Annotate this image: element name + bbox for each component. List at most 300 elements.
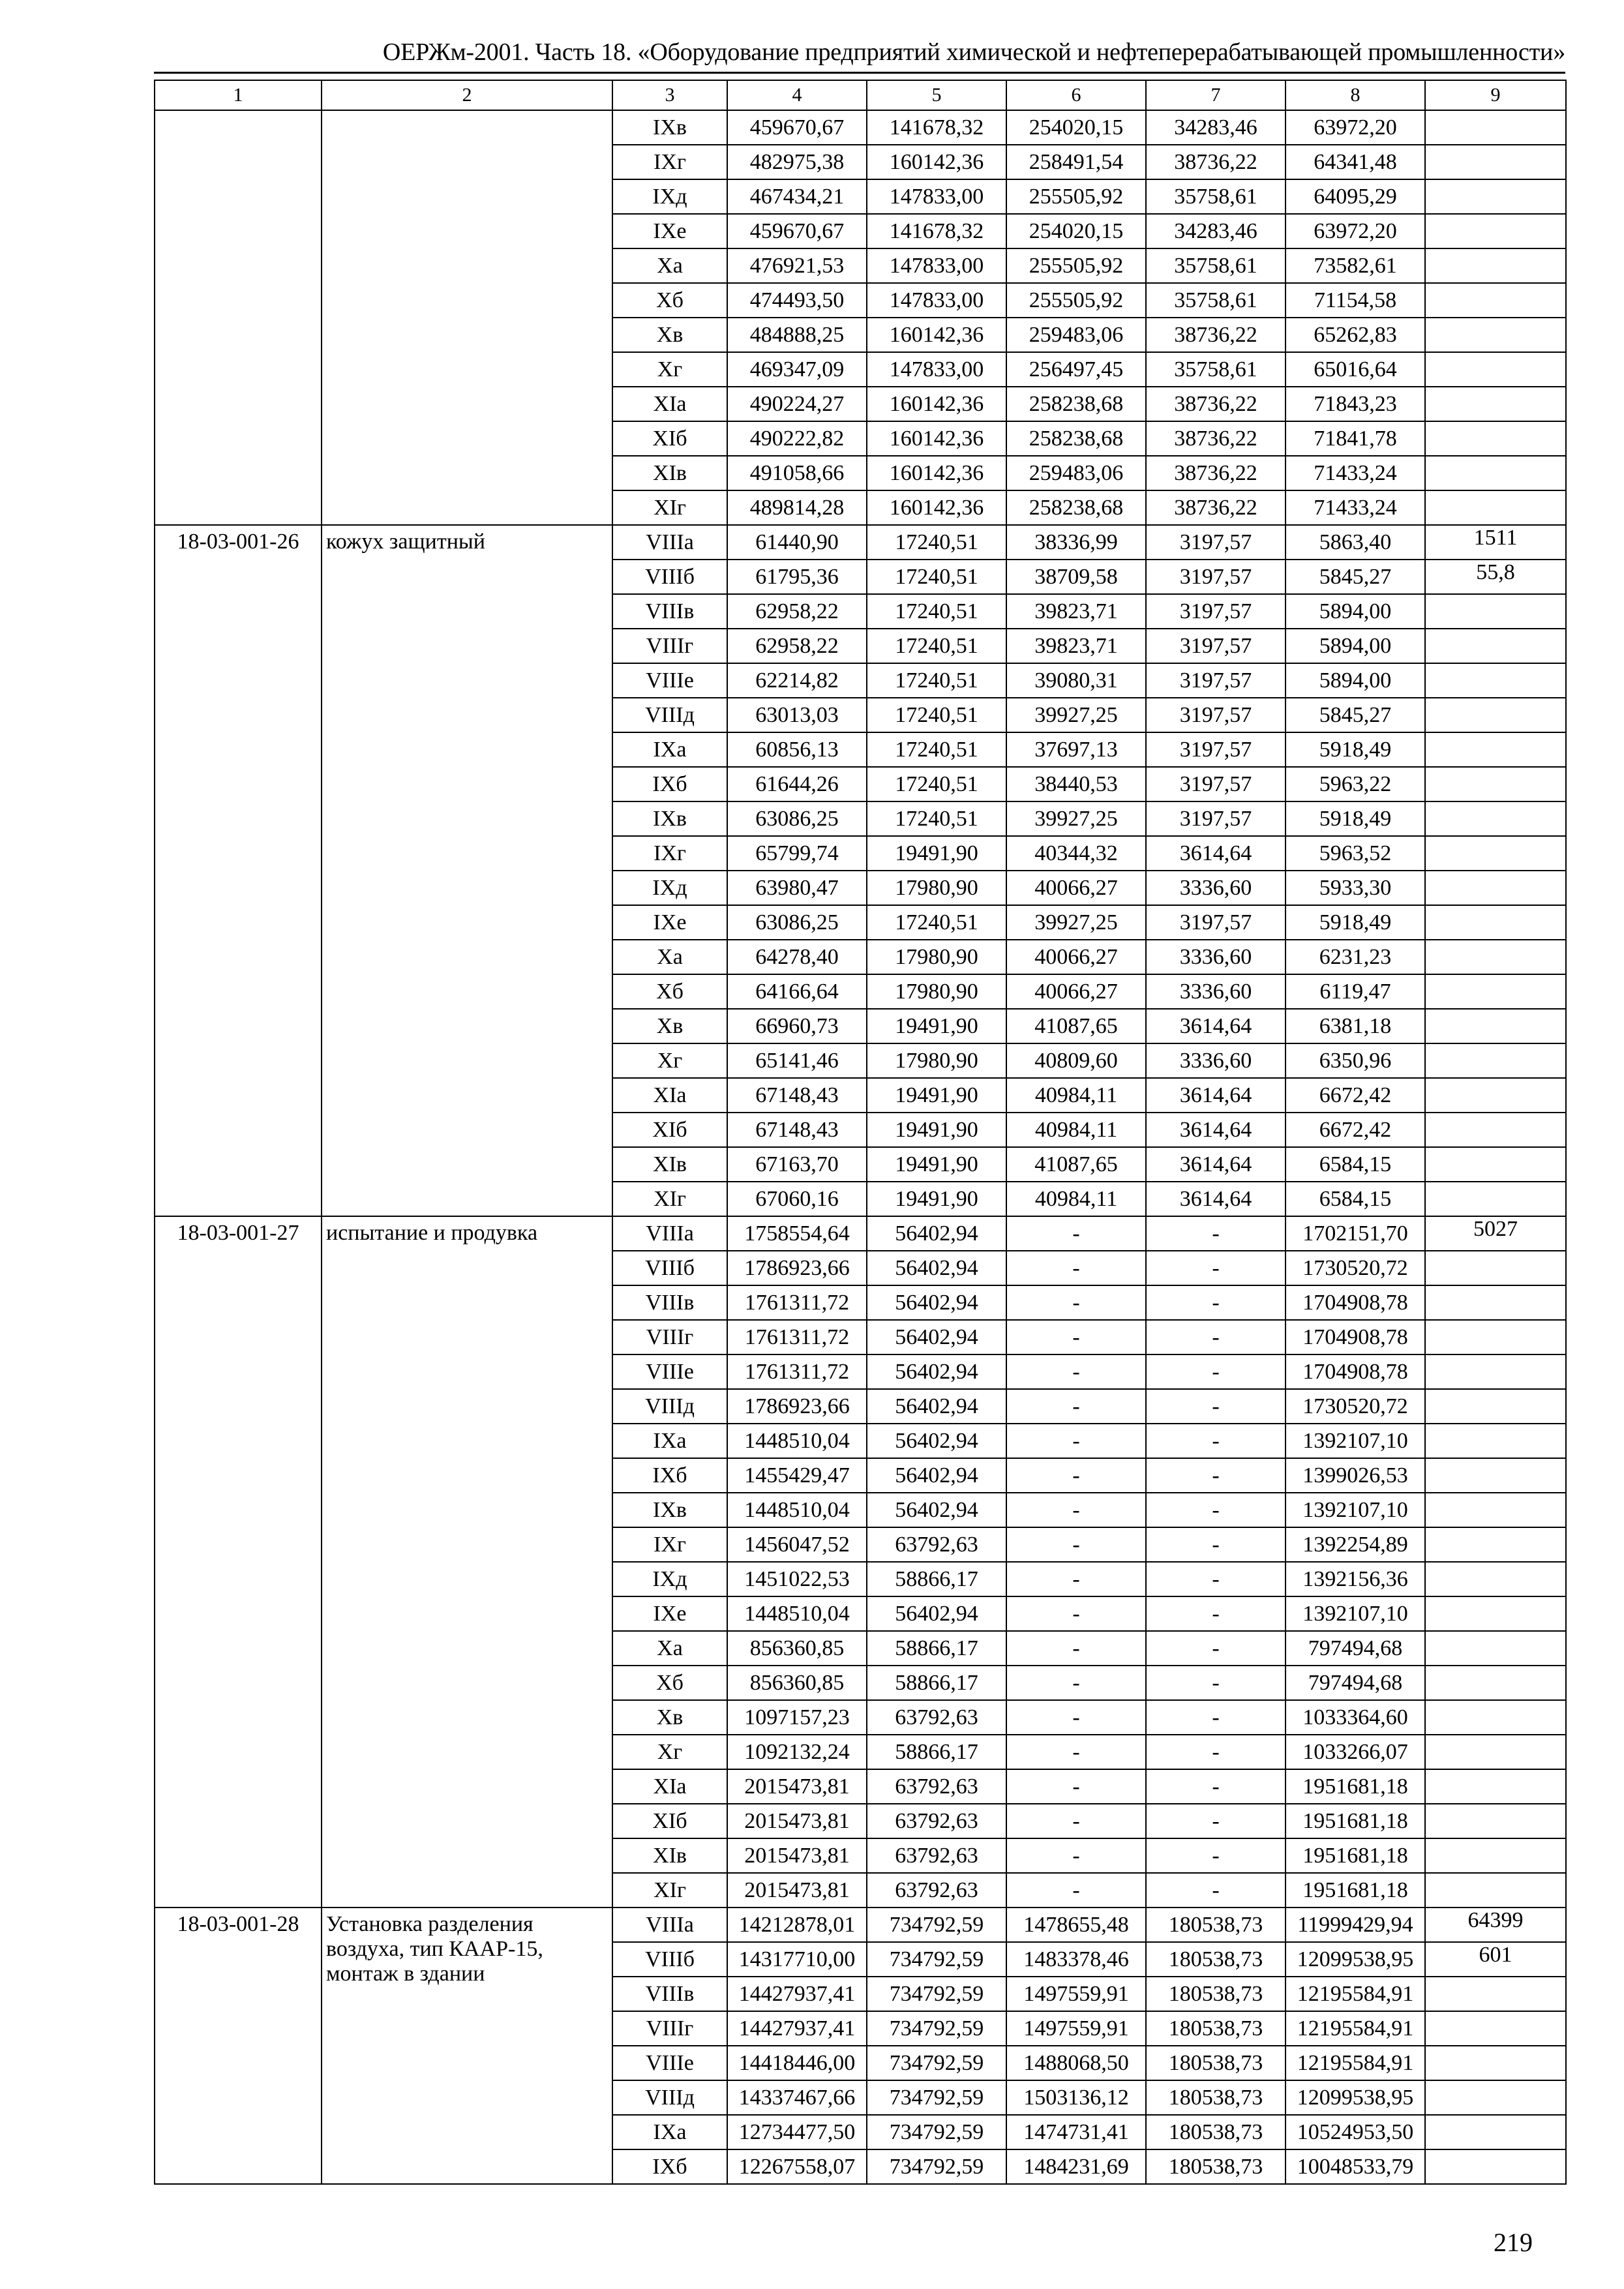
operator-wages: 3614,64 — [1146, 1182, 1286, 1216]
region-code: VIIIе — [612, 1354, 727, 1389]
total-cost: 14427937,41 — [727, 1977, 867, 2011]
region-code: VIIIб — [612, 1251, 727, 1285]
operator-wages: 3197,57 — [1146, 663, 1286, 698]
wages: 56402,94 — [867, 1320, 1006, 1354]
materials-cost: 6672,42 — [1286, 1113, 1425, 1147]
operator-wages: 3336,60 — [1146, 871, 1286, 905]
price-table — [154, 80, 1567, 2185]
operator-wages: - — [1146, 1320, 1286, 1354]
operator-wages: 3197,57 — [1146, 732, 1286, 767]
materials-cost: 64341,48 — [1286, 145, 1425, 179]
item-code: 18-03-001-26 — [155, 525, 322, 1216]
total-cost: 1761311,72 — [727, 1285, 867, 1320]
materials-cost: 1399026,53 — [1286, 1458, 1425, 1493]
operator-wages: 180538,73 — [1146, 1977, 1286, 2011]
wages: 19491,90 — [867, 836, 1006, 871]
machine-cost: 39823,71 — [1006, 629, 1146, 663]
total-cost: 64278,40 — [727, 940, 867, 974]
machine-cost: 38440,53 — [1006, 767, 1146, 801]
materials-cost: 12195584,91 — [1286, 2011, 1425, 2046]
wages: 147833,00 — [867, 248, 1006, 283]
operator-wages: 3614,64 — [1146, 1113, 1286, 1147]
total-cost: 482975,38 — [727, 145, 867, 179]
materials-cost: 73582,61 — [1286, 248, 1425, 283]
materials-cost: 5845,27 — [1286, 698, 1425, 732]
operator-wages: - — [1146, 1562, 1286, 1596]
materials-cost: 5918,49 — [1286, 732, 1425, 767]
labor-cost-cell — [1425, 836, 1566, 871]
wages: 147833,00 — [867, 283, 1006, 318]
total-cost: 61795,36 — [727, 560, 867, 594]
wages: 17240,51 — [867, 594, 1006, 629]
materials-cost: 5918,49 — [1286, 801, 1425, 836]
labor-cost-cell — [1425, 940, 1566, 974]
column-number: 1 — [155, 80, 322, 110]
region-code: IXб — [612, 1458, 727, 1493]
total-cost: 12267558,07 — [727, 2149, 867, 2184]
labor-cost-cell — [1425, 283, 1566, 318]
labor-cost-cell — [1425, 318, 1566, 352]
materials-cost: 12099538,95 — [1286, 1942, 1425, 1977]
materials-cost: 1033364,60 — [1286, 1700, 1425, 1735]
wages: 141678,32 — [867, 110, 1006, 145]
machine-cost: - — [1006, 1631, 1146, 1666]
machine-cost: 40066,27 — [1006, 871, 1146, 905]
machine-cost: 40066,27 — [1006, 940, 1146, 974]
operator-wages: 35758,61 — [1146, 248, 1286, 283]
wages: 17240,51 — [867, 560, 1006, 594]
operator-wages: - — [1146, 1596, 1286, 1631]
total-cost: 476921,53 — [727, 248, 867, 283]
labor-cost-cell — [1425, 1458, 1566, 1493]
region-code: Xг — [612, 1043, 727, 1078]
column-number: 5 — [867, 80, 1006, 110]
operator-wages: - — [1146, 1424, 1286, 1458]
materials-cost: 6381,18 — [1286, 1009, 1425, 1043]
operator-wages: - — [1146, 1285, 1286, 1320]
labor-cost-cell — [1425, 905, 1566, 940]
column-number: 8 — [1286, 80, 1425, 110]
machine-cost: 255505,92 — [1006, 179, 1146, 214]
operator-wages: 3614,64 — [1146, 1078, 1286, 1113]
region-code: VIIIг — [612, 629, 727, 663]
wages: 58866,17 — [867, 1562, 1006, 1596]
wages: 17240,51 — [867, 698, 1006, 732]
total-cost: 62958,22 — [727, 594, 867, 629]
wages: 56402,94 — [867, 1493, 1006, 1527]
machine-cost: 37697,13 — [1006, 732, 1146, 767]
region-code: XIб — [612, 1804, 727, 1838]
wages: 734792,59 — [867, 2115, 1006, 2149]
operator-wages: 3336,60 — [1146, 974, 1286, 1009]
machine-cost: - — [1006, 1562, 1146, 1596]
region-code: IXе — [612, 214, 727, 248]
total-cost: 1451022,53 — [727, 1562, 867, 1596]
region-code: VIIIа — [612, 1216, 727, 1251]
materials-cost: 63972,20 — [1286, 110, 1425, 145]
column-number: 9 — [1425, 80, 1566, 110]
materials-cost: 1730520,72 — [1286, 1251, 1425, 1285]
machine-cost: 1497559,91 — [1006, 1977, 1146, 2011]
total-cost: 14418446,00 — [727, 2046, 867, 2080]
region-code: VIIIб — [612, 560, 727, 594]
operator-wages: - — [1146, 1389, 1286, 1424]
total-cost: 2015473,81 — [727, 1804, 867, 1838]
wages: 147833,00 — [867, 179, 1006, 214]
total-cost: 62958,22 — [727, 629, 867, 663]
total-cost: 856360,85 — [727, 1631, 867, 1666]
region-code: XIа — [612, 1078, 727, 1113]
wages: 734792,59 — [867, 1942, 1006, 1977]
wages: 58866,17 — [867, 1666, 1006, 1700]
machine-cost: 40344,32 — [1006, 836, 1146, 871]
materials-cost: 797494,68 — [1286, 1631, 1425, 1666]
labor-cost-cell: 5027 — [1425, 1216, 1566, 1251]
materials-cost: 1704908,78 — [1286, 1320, 1425, 1354]
materials-cost: 71841,78 — [1286, 421, 1425, 456]
total-cost: 491058,66 — [727, 456, 867, 490]
labor-cost-cell — [1425, 1147, 1566, 1182]
machine-cost: 39927,25 — [1006, 801, 1146, 836]
region-code: VIIIд — [612, 698, 727, 732]
labor-cost-cell — [1425, 2115, 1566, 2149]
column-number: 2 — [322, 80, 612, 110]
region-code: IXа — [612, 732, 727, 767]
operator-wages: 180538,73 — [1146, 2046, 1286, 2080]
table-row — [155, 110, 1566, 145]
labor-cost-cell: 601 — [1425, 1942, 1566, 1977]
materials-cost: 10048533,79 — [1286, 2149, 1425, 2184]
region-code: XIб — [612, 421, 727, 456]
labor-cost-cell — [1425, 1043, 1566, 1078]
total-cost: 459670,67 — [727, 214, 867, 248]
operator-wages: 3614,64 — [1146, 1009, 1286, 1043]
machine-cost: 254020,15 — [1006, 110, 1146, 145]
labor-cost-cell — [1425, 145, 1566, 179]
materials-cost: 12195584,91 — [1286, 2046, 1425, 2080]
labor-cost-cell — [1425, 1769, 1566, 1804]
total-cost: 490224,27 — [727, 387, 867, 421]
operator-wages: 3336,60 — [1146, 1043, 1286, 1078]
total-cost: 67060,16 — [727, 1182, 867, 1216]
machine-cost: - — [1006, 1873, 1146, 1908]
materials-cost: 6584,15 — [1286, 1147, 1425, 1182]
operator-wages: 3197,57 — [1146, 525, 1286, 560]
region-code: IXг — [612, 1527, 727, 1562]
labor-cost-cell — [1425, 179, 1566, 214]
wages: 160142,36 — [867, 318, 1006, 352]
page-number: 219 — [1494, 2228, 1533, 2257]
machine-cost: 258238,68 — [1006, 421, 1146, 456]
column-number: 7 — [1146, 80, 1286, 110]
total-cost: 65141,46 — [727, 1043, 867, 1078]
operator-wages: - — [1146, 1631, 1286, 1666]
materials-cost: 5963,22 — [1286, 767, 1425, 801]
machine-cost: - — [1006, 1838, 1146, 1873]
machine-cost: 1478655,48 — [1006, 1908, 1146, 1942]
operator-wages: - — [1146, 1804, 1286, 1838]
region-code: IXв — [612, 1493, 727, 1527]
machine-cost: - — [1006, 1769, 1146, 1804]
labor-cost-cell — [1425, 594, 1566, 629]
labor-cost-cell: 1511 — [1425, 525, 1566, 560]
labor-cost-cell — [1425, 1493, 1566, 1527]
total-cost: 1448510,04 — [727, 1493, 867, 1527]
materials-cost: 5933,30 — [1286, 871, 1425, 905]
machine-cost: - — [1006, 1320, 1146, 1354]
labor-cost-cell — [1425, 1562, 1566, 1596]
region-code: XIв — [612, 1147, 727, 1182]
machine-cost: - — [1006, 1527, 1146, 1562]
operator-wages: 38736,22 — [1146, 490, 1286, 525]
labor-cost-cell — [1425, 110, 1566, 145]
operator-wages: 3197,57 — [1146, 698, 1286, 732]
operator-wages: 38736,22 — [1146, 456, 1286, 490]
materials-cost: 1392107,10 — [1286, 1424, 1425, 1458]
region-code: XIв — [612, 1838, 727, 1873]
wages: 734792,59 — [867, 1908, 1006, 1942]
region-code: VIIIе — [612, 2046, 727, 2080]
wages: 58866,17 — [867, 1735, 1006, 1769]
region-code: IXг — [612, 836, 727, 871]
region-code: VIIIг — [612, 2011, 727, 2046]
labor-cost-cell — [1425, 1700, 1566, 1735]
labor-cost-cell — [1425, 214, 1566, 248]
operator-wages: - — [1146, 1251, 1286, 1285]
total-cost: 60856,13 — [727, 732, 867, 767]
operator-wages: - — [1146, 1458, 1286, 1493]
region-code: VIIIе — [612, 663, 727, 698]
materials-cost: 64095,29 — [1286, 179, 1425, 214]
wages: 56402,94 — [867, 1596, 1006, 1631]
machine-cost: 40984,11 — [1006, 1182, 1146, 1216]
labor-cost-cell — [1425, 1009, 1566, 1043]
total-cost: 2015473,81 — [727, 1769, 867, 1804]
item-name: Установка разделения воздуха, тип КААР-15, монтаж в здании — [322, 1908, 612, 2184]
materials-cost: 6672,42 — [1286, 1078, 1425, 1113]
labor-cost-cell — [1425, 732, 1566, 767]
machine-cost: 1474731,41 — [1006, 2115, 1146, 2149]
wages: 56402,94 — [867, 1251, 1006, 1285]
region-code: IXе — [612, 905, 727, 940]
labor-cost-cell — [1425, 1424, 1566, 1458]
wages: 734792,59 — [867, 2080, 1006, 2115]
wages: 56402,94 — [867, 1424, 1006, 1458]
wages: 17980,90 — [867, 871, 1006, 905]
machine-cost: 39927,25 — [1006, 905, 1146, 940]
labor-cost-cell — [1425, 974, 1566, 1009]
wages: 17980,90 — [867, 1043, 1006, 1078]
total-cost: 66960,73 — [727, 1009, 867, 1043]
wages: 19491,90 — [867, 1009, 1006, 1043]
column-number: 6 — [1006, 80, 1146, 110]
table-row — [155, 525, 1566, 560]
operator-wages: 35758,61 — [1146, 179, 1286, 214]
materials-cost: 6119,47 — [1286, 974, 1425, 1009]
machine-cost: - — [1006, 1700, 1146, 1735]
region-code: XIг — [612, 1873, 727, 1908]
machine-cost: 1484231,69 — [1006, 2149, 1146, 2184]
region-code: IXд — [612, 179, 727, 214]
operator-wages: 3614,64 — [1146, 836, 1286, 871]
labor-cost-cell — [1425, 1251, 1566, 1285]
materials-cost: 1730520,72 — [1286, 1389, 1425, 1424]
region-code: IXа — [612, 1424, 727, 1458]
machine-cost: 258238,68 — [1006, 387, 1146, 421]
total-cost: 61644,26 — [727, 767, 867, 801]
operator-wages: - — [1146, 1354, 1286, 1389]
total-cost: 67163,70 — [727, 1147, 867, 1182]
machine-cost: 1483378,46 — [1006, 1942, 1146, 1977]
materials-cost: 65016,64 — [1286, 352, 1425, 387]
wages: 58866,17 — [867, 1631, 1006, 1666]
table-row — [155, 1216, 1566, 1251]
item-name: испытание и продувка — [322, 1216, 612, 1908]
operator-wages: 180538,73 — [1146, 1942, 1286, 1977]
machine-cost: 39080,31 — [1006, 663, 1146, 698]
labor-cost-cell — [1425, 1977, 1566, 2011]
machine-cost: 38709,58 — [1006, 560, 1146, 594]
wages: 17240,51 — [867, 767, 1006, 801]
total-cost: 1758554,64 — [727, 1216, 867, 1251]
wages: 160142,36 — [867, 490, 1006, 525]
wages: 63792,63 — [867, 1804, 1006, 1838]
operator-wages: 38736,22 — [1146, 387, 1286, 421]
total-cost: 490222,82 — [727, 421, 867, 456]
operator-wages: - — [1146, 1769, 1286, 1804]
column-number: 4 — [727, 80, 867, 110]
materials-cost: 797494,68 — [1286, 1666, 1425, 1700]
materials-cost: 1392156,36 — [1286, 1562, 1425, 1596]
wages: 56402,94 — [867, 1458, 1006, 1493]
operator-wages: 180538,73 — [1146, 2149, 1286, 2184]
table-body — [155, 80, 1566, 2184]
total-cost: 1092132,24 — [727, 1735, 867, 1769]
materials-cost: 12099538,95 — [1286, 2080, 1425, 2115]
machine-cost: 40984,11 — [1006, 1078, 1146, 1113]
machine-cost: 1497559,91 — [1006, 2011, 1146, 2046]
region-code: Xв — [612, 1700, 727, 1735]
wages: 147833,00 — [867, 352, 1006, 387]
total-cost: 469347,09 — [727, 352, 867, 387]
operator-wages: 34283,46 — [1146, 214, 1286, 248]
total-cost: 2015473,81 — [727, 1873, 867, 1908]
region-code: Xг — [612, 1735, 727, 1769]
region-code: VIIIг — [612, 1320, 727, 1354]
machine-cost: - — [1006, 1666, 1146, 1700]
wages: 734792,59 — [867, 2011, 1006, 2046]
labor-cost-cell — [1425, 767, 1566, 801]
total-cost: 63980,47 — [727, 871, 867, 905]
region-code: IXв — [612, 801, 727, 836]
region-code: IXг — [612, 145, 727, 179]
wages: 17240,51 — [867, 801, 1006, 836]
wages: 19491,90 — [867, 1182, 1006, 1216]
labor-cost-cell — [1425, 801, 1566, 836]
total-cost: 459670,67 — [727, 110, 867, 145]
machine-cost: 40066,27 — [1006, 974, 1146, 1009]
labor-cost-cell — [1425, 1389, 1566, 1424]
machine-cost: 39927,25 — [1006, 698, 1146, 732]
column-number: 3 — [612, 80, 727, 110]
total-cost: 63086,25 — [727, 905, 867, 940]
labor-cost-cell — [1425, 1596, 1566, 1631]
materials-cost: 1951681,18 — [1286, 1804, 1425, 1838]
machine-cost: - — [1006, 1804, 1146, 1838]
region-code: Xа — [612, 1631, 727, 1666]
materials-cost: 1704908,78 — [1286, 1285, 1425, 1320]
labor-cost-cell — [1425, 421, 1566, 456]
operator-wages: 3197,57 — [1146, 560, 1286, 594]
wages: 17240,51 — [867, 525, 1006, 560]
materials-cost: 63972,20 — [1286, 214, 1425, 248]
labor-cost-cell — [1425, 2046, 1566, 2080]
region-code: VIIIд — [612, 1389, 727, 1424]
operator-wages: - — [1146, 1735, 1286, 1769]
header-rule — [154, 72, 1565, 74]
labor-cost-cell — [1425, 629, 1566, 663]
materials-cost: 6231,23 — [1286, 940, 1425, 974]
machine-cost: - — [1006, 1251, 1146, 1285]
column-number-row — [155, 80, 1566, 110]
operator-wages: - — [1146, 1216, 1286, 1251]
operator-wages: 38736,22 — [1146, 318, 1286, 352]
materials-cost: 5845,27 — [1286, 560, 1425, 594]
operator-wages: 180538,73 — [1146, 2115, 1286, 2149]
materials-cost: 1951681,18 — [1286, 1769, 1425, 1804]
region-code: XIа — [612, 1769, 727, 1804]
materials-cost: 71433,24 — [1286, 490, 1425, 525]
materials-cost: 1392254,89 — [1286, 1527, 1425, 1562]
labor-cost-cell — [1425, 1527, 1566, 1562]
region-code: XIг — [612, 1182, 727, 1216]
region-code: Xв — [612, 1009, 727, 1043]
item-code: 18-03-001-28 — [155, 1908, 322, 2184]
operator-wages: - — [1146, 1838, 1286, 1873]
materials-cost: 1704908,78 — [1286, 1354, 1425, 1389]
machine-cost: 255505,92 — [1006, 248, 1146, 283]
region-code: XIг — [612, 490, 727, 525]
machine-cost: - — [1006, 1596, 1146, 1631]
region-code: IXб — [612, 767, 727, 801]
region-code: XIа — [612, 387, 727, 421]
wages: 63792,63 — [867, 1873, 1006, 1908]
labor-cost-cell — [1425, 1182, 1566, 1216]
total-cost: 484888,25 — [727, 318, 867, 352]
wages: 19491,90 — [867, 1113, 1006, 1147]
operator-wages: 3197,57 — [1146, 594, 1286, 629]
labor-cost-cell: 55,8 — [1425, 560, 1566, 594]
region-code: Xб — [612, 974, 727, 1009]
region-code: Xб — [612, 283, 727, 318]
total-cost: 2015473,81 — [727, 1838, 867, 1873]
wages: 56402,94 — [867, 1285, 1006, 1320]
wages: 19491,90 — [867, 1078, 1006, 1113]
materials-cost: 5894,00 — [1286, 594, 1425, 629]
region-code: VIIIа — [612, 525, 727, 560]
total-cost: 467434,21 — [727, 179, 867, 214]
total-cost: 489814,28 — [727, 490, 867, 525]
operator-wages: 35758,61 — [1146, 352, 1286, 387]
materials-cost: 5918,49 — [1286, 905, 1425, 940]
materials-cost: 12195584,91 — [1286, 1977, 1425, 2011]
region-code: IXд — [612, 1562, 727, 1596]
machine-cost: - — [1006, 1424, 1146, 1458]
operator-wages: 180538,73 — [1146, 2080, 1286, 2115]
total-cost: 14212878,01 — [727, 1908, 867, 1942]
machine-cost: - — [1006, 1458, 1146, 1493]
labor-cost-cell — [1425, 698, 1566, 732]
